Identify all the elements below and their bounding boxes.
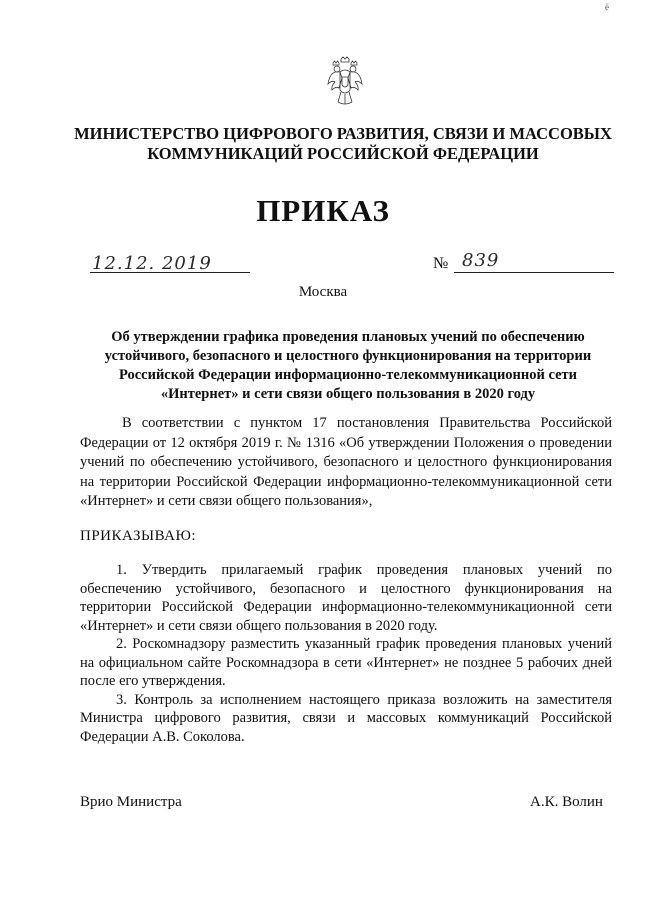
preamble-paragraph: В соответствии с пунктом 17 постановления Правительства Российской Федерации от 12 октября 2019 г. № 1316 «Об утверждении Положения о проведении учений по обеспечению устойчивого, безопасного и целостного функционирования на территории Российской Федерации информационно-телекоммуникационной сети «Интернет» и сети связи общего пользования», [80,415,612,509]
date-handwritten: 12.12. 2019 [92,253,212,274]
order-item: 1. Утвердить прилагаемый график проведения плановых учений по обеспечению устойчивого, безопасного и целостного функционирования на территории Российской Федерации информационно-телекоммуникационной сети «Интернет» и сети связи общего пользования в 2020 году. [80,562,612,634]
date-underline [90,272,250,273]
corner-mark: ё [605,2,609,12]
signatory-role: Врио Министра [80,794,182,810]
signatory-name: А.К. Волин [530,794,603,810]
order-word: ПРИКАЗЫВАЮ: [80,528,197,544]
ministry-line-2: КОММУНИКАЦИЙ РОССИЙСКОЙ ФЕДЕРАЦИИ [147,144,539,163]
order-subject: Об утверждении графика проведения плановых учений по обеспечению устойчивого, безопасного и целостного функционирования на территории Российской Федерации информационно-телекоммуникационной сети «Интернет» и сети связи общего пользования в 2020 году [104,329,592,402]
document-title: ПРИКАЗ [256,193,390,228]
order-item: 3. Контроль за исполнением настоящего приказа возложить на заместителя Министра цифрового развития, связи и массовых коммуникаций Российской Федерации А.В. Соколова. [80,691,612,745]
ministry-name [60,124,626,164]
ministry-line-1: МИНИСТЕРСТВО ЦИФРОВОГО РАЗВИТИЯ, СВЯЗИ И МАССОВЫХ [74,124,612,143]
coat-of-arms-emblem [326,56,364,108]
order-items [80,561,612,746]
number-label: № [433,255,449,272]
number-handwritten: 839 [462,250,500,271]
city: Москва [298,284,348,300]
order-item: 2. Роскомнадзору разместить указанный график проведения плановых учений на официальном сайте Роскомнадзора в сети «Интернет» не позднее 5 рабочих дней после его утверждения. [80,636,612,689]
number-underline [454,272,614,273]
